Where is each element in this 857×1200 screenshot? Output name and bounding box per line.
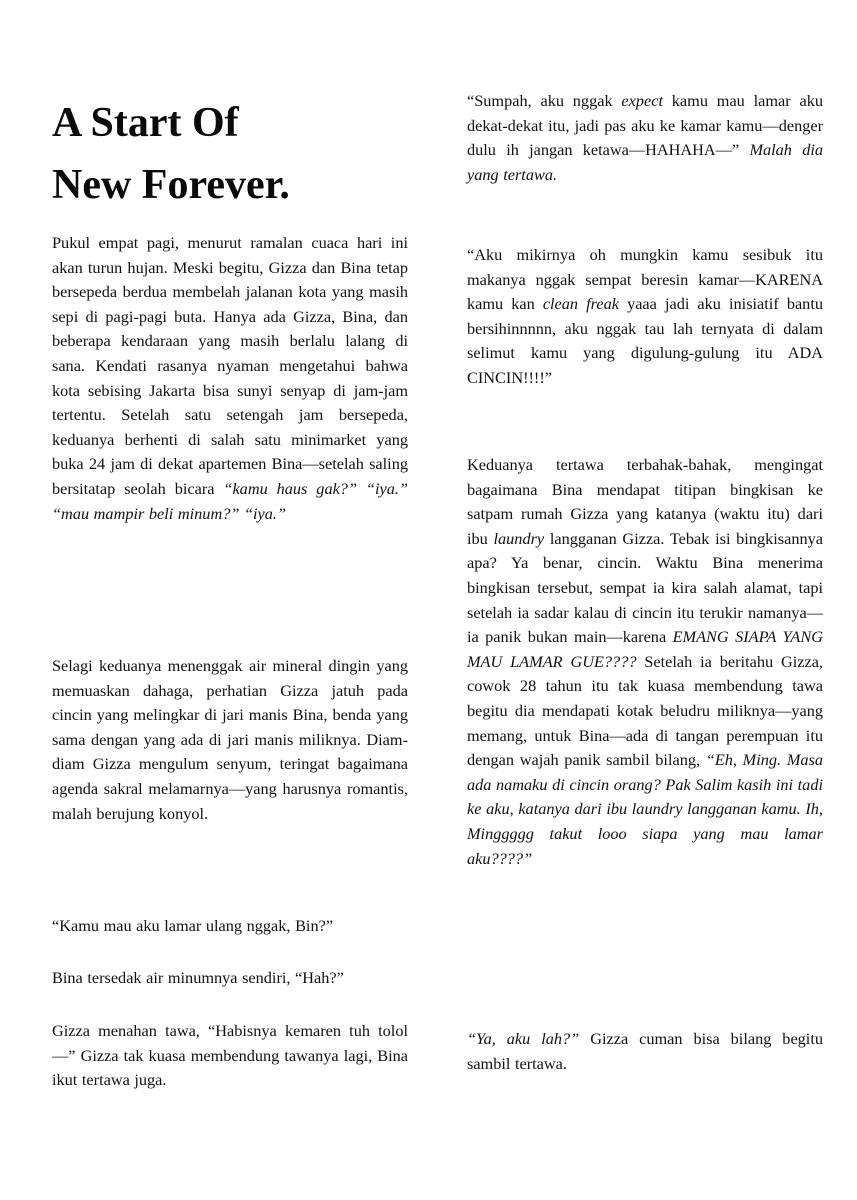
left-paragraph-3: “Kamu mau aku lamar ulang nggak, Bin?”: [52, 916, 334, 935]
right-paragraph-3: [467, 453, 823, 871]
title-line-2: New Forever.: [52, 162, 290, 208]
left-paragraph-1-dialogue: “kamu haus gak?” “iya.” “mau mampir beli minum?” “iya.”: [52, 478, 408, 523]
right-paragraph-1: [467, 89, 823, 187]
page-title: [52, 92, 290, 216]
right-paragraph-3-italic-c: “Eh, Ming. Masa ada namaku di cincin orang? Pak Salim kasih ini tadi ke aku, katanya dari ibu laundry langganan kamu. Ih, Minggggg takut looo siapa yang mau lamar aku????”: [467, 750, 824, 868]
right-paragraph-3-text-b: langganan Gizza. Tebak isi bingkisannya apa? Ya benar, cincin. Waktu Bina menerima bingkisan tersebut, sempat ia kira salah alamat, tapi setelah ia sadar kalau di cincin itu terukir namanya—ia panik bukan main—karena: [467, 528, 823, 647]
right-paragraph-2-italic: clean freak: [542, 294, 619, 314]
right-paragraph-1-text-a: “Sumpah, aku nggak: [467, 91, 622, 110]
right-paragraph-2-text-b: yaaa jadi aku inisiatif bantu bersihinnnnn, aku nggak tau lah ternyata di dalam selimut kamu yang digulung-gulung itu ADA CINCIN!!!!”: [467, 294, 823, 387]
left-paragraph-1: [52, 231, 408, 526]
left-paragraph-4: Bina tersedak air minumnya sendiri, “Hah?”: [52, 968, 344, 987]
right-paragraph-1-italic-b: Malah dia yang tertawa.: [467, 140, 823, 184]
right-paragraph-2: [467, 243, 823, 391]
right-paragraph-3-text-a: Keduanya tertawa terbahak-bahak, mengingat bagaimana Bina mendapat titipan bingkisan ke satpam rumah Gizza yang katanya (waktu itu) dari ibu: [467, 455, 823, 548]
right-paragraph-2-text-a: “Aku mikirnya oh mungkin kamu sesibuk itu makanya nggak sempat beresin kamar—KARENA kamu kan: [467, 245, 823, 314]
right-paragraph-3-italic-a: laundry: [493, 528, 545, 548]
right-paragraph-3-italic-b: EMANG SIAPA YANG MAU LAMAR GUE????: [467, 627, 823, 671]
right-paragraph-1-italic-a: expect: [621, 91, 663, 110]
right-paragraph-4-italic: “Ya, aku lah?”: [467, 1029, 580, 1048]
title-line-1: A Start Of: [52, 100, 239, 146]
right-paragraph-3-text-c: Setelah ia beritahu Gizza, cowok 28 tahun itu tak kuasa membendung tawa begitu dia mendapati kotak beludru miliknya—yang memang, untuk Bina—ada di tangan perempuan itu dengan wajah panik sambil bilang,: [467, 651, 823, 770]
right-paragraph-4-text: Gizza cuman bisa bilang begitu sambil tertawa.: [467, 1029, 823, 1073]
right-paragraph-4: [467, 1027, 823, 1076]
left-paragraph-5: Gizza menahan tawa, “Habisnya kemaren tuh tolol—” Gizza tak kuasa membendung tawanya lagi, Bina ikut tertawa juga.: [52, 1021, 408, 1090]
left-paragraph-1-text: Pukul empat pagi, menurut ramalan cuaca hari ini akan turun hujan. Meski begitu, Gizza dan Bina tetap bersepeda berdua membelah jalanan kota yang masih sepi di pagi-pagi buta. Hanya ada Gizza, Bina, dan beberapa kendaraan yang masih berlalu lalang di sana. Kendati rasanya nyaman mengetahui bahwa kota sebising Jakarta bisa sunyi senyap di jam-jam tertentu. Setelah satu setengah jam bersepeda, keduanya berhenti di salah satu minimarket yang buka 24 jam di dekat apartemen Bina—setelah saling bersitatap seolah bicara: [52, 233, 408, 498]
right-paragraph-1-text-b: kamu mau lamar aku dekat-dekat itu, jadi pas aku ke kamar kamu—denger dulu ih jangan ketawa—HAHAHA—”: [467, 91, 824, 160]
left-paragraph-2: Selagi keduanya menenggak air mineral dingin yang memuaskan dahaga, perhatian Gizza jatuh pada cincin yang melingkar di jari manis Bina, benda yang sama dengan yang ada di jari manis miliknya. Diam-diam Gizza mengulum senyum, teringat bagaimana agenda sakral melamarnya—yang harusnya romantis, malah berujung konyol.: [52, 656, 408, 823]
